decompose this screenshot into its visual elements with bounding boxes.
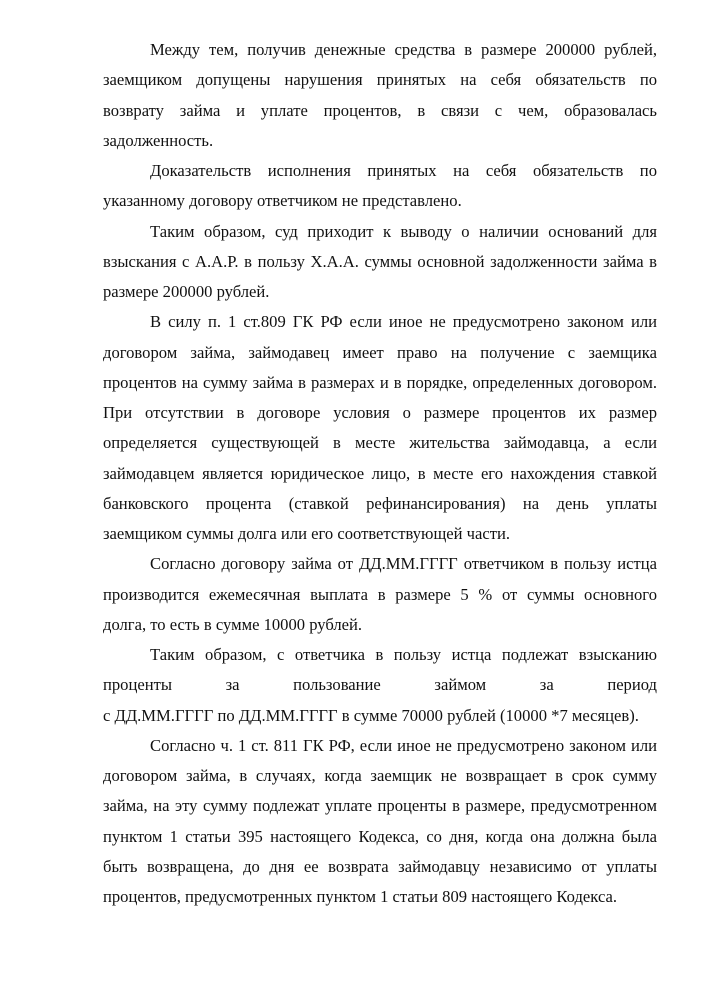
text-line: При отсутствии в договоре условия о размере процентов их размер (103, 403, 657, 422)
paragraph (103, 731, 657, 913)
text-line: размере 200000 рублей. (103, 282, 270, 301)
text-line: договором займа, в случаях, когда заемщик не возвращает в срок сумму (103, 766, 657, 785)
paragraph (103, 640, 657, 731)
text-line: производится ежемесячная выплата в размере 5 % от суммы основного (103, 584, 657, 604)
text-line: Согласно договору займа от ДД.ММ.ГГГГ ответчиком в пользу истца (150, 554, 657, 574)
paragraph (103, 549, 657, 640)
paragraph (103, 217, 657, 308)
text-line: Таким образом, суд приходит к выводу о наличии оснований для (150, 221, 657, 241)
text-line: займодавцем является юридическое лицо, в месте его нахождения ставкой (103, 463, 657, 483)
text-line: процентов на сумму займа в размерах и в порядке, определенных договором. (103, 372, 657, 392)
text-line: с ДД.ММ.ГГГГ по ДД.ММ.ГГГГ в сумме 70000 рублей (10000 *7 месяцев). (103, 705, 639, 725)
text-line: Между тем, получив денежные средства в размере 200000 рублей, (150, 40, 657, 59)
text-line: Согласно ч. 1 ст. 811 ГК РФ, если иное не предусмотрено законом или (150, 735, 657, 755)
text-line: указанному договору ответчиком не представлено. (103, 191, 462, 211)
paragraph (103, 156, 657, 217)
text-line: определяется существующей в месте жительства займодавца, а если (103, 433, 657, 453)
paragraph (103, 35, 657, 156)
text-line: возврату займа и уплате процентов, в связи с чем, образовалась (103, 100, 657, 120)
text-line: Доказательств исполнения принятых на себя обязательств по (150, 161, 657, 180)
text-line: быть возвращена, до дня ее возврата займодавцу независимо от уплаты (103, 856, 657, 876)
text-line: Таким образом, с ответчика в пользу истца подлежат взысканию (150, 645, 657, 664)
text-line: взыскания с А.А.Р. в пользу Х.А.А. суммы основной задолженности займа в (103, 251, 657, 271)
text-line: процентов, предусмотренных пунктом 1 статьи 809 настоящего Кодекса. (103, 887, 618, 906)
text-line: заемщиком суммы долга или его соответствующей части. (103, 524, 510, 543)
text-line: В силу п. 1 ст.809 ГК РФ если иное не предусмотрено законом или (150, 312, 657, 332)
text-line: проценты за пользование займом за период (103, 675, 657, 695)
text-line: банковского процента (ставкой рефинансирования) на день уплаты (103, 493, 657, 513)
text-line: заемщиком допущены нарушения принятых на себя обязательств по (103, 70, 657, 90)
paragraph (103, 307, 657, 549)
text-line: задолженность. (103, 130, 214, 150)
text-line: долга, то есть в сумме 10000 рублей. (103, 614, 363, 634)
text-line: пунктом 1 статьи 395 настоящего Кодекса, со дня, когда она должна была (103, 826, 657, 846)
document-page (103, 35, 657, 912)
text-line: договором займа, займодавец имеет право на получение с заемщика (103, 342, 657, 362)
text-line: займа, на эту сумму подлежат уплате проценты в размере, предусмотренном (103, 796, 657, 816)
